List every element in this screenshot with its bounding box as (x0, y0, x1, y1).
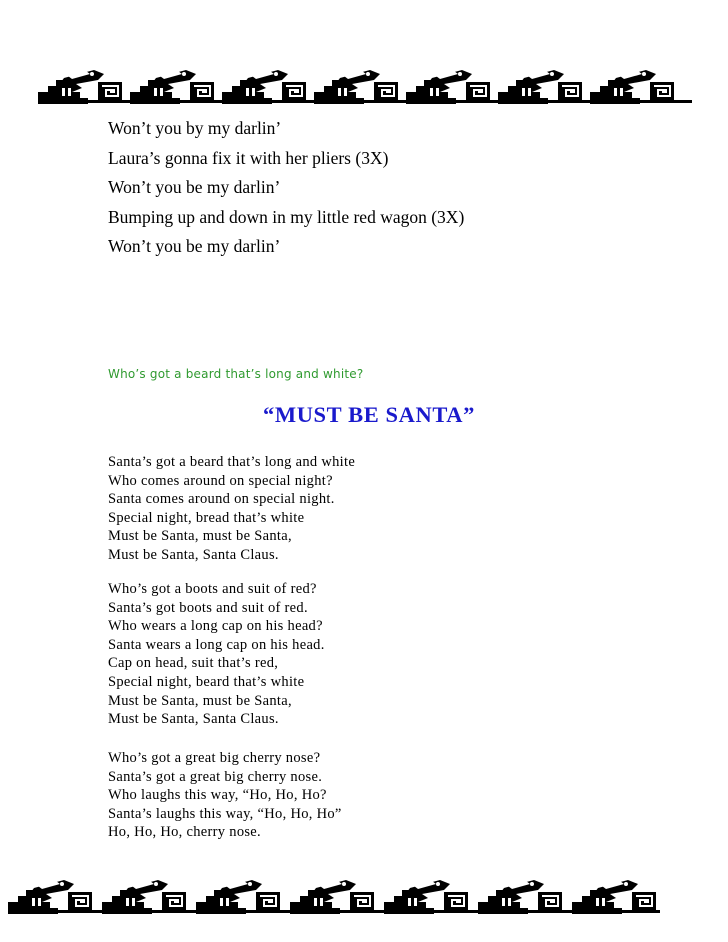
lyric-line: Cap on head, suit that’s red, (108, 655, 279, 672)
lyric-line: Who comes around on special night? (108, 472, 333, 489)
lyric-line: Must be Santa, must be Santa, (108, 692, 292, 709)
lyric-line: Who laughs this way, “Ho, Ho, Ho? (108, 787, 327, 804)
lyric-line: Who’s got a great big cherry nose? (108, 750, 321, 766)
stanza-3 (108, 749, 668, 842)
lyric-line: Must be Santa, Santa Claus. (108, 546, 279, 563)
aztec-bird-pattern-icon (0, 872, 728, 916)
lyric-line: Special night, beard that’s white (108, 673, 305, 690)
verse-line: Won’t you by my darlin’ (108, 118, 282, 138)
top-verse (108, 114, 668, 262)
aztec-bird-pattern-icon (0, 60, 728, 106)
stanza-1 (108, 453, 668, 565)
lyric-line: Must be Santa, must be Santa, (108, 528, 292, 545)
verse-line: Laura’s gonna fix it with her pliers (3X) (108, 147, 389, 168)
decorative-border-top (0, 60, 728, 106)
lyric-line: Ho, Ho, Ho, cherry nose. (108, 824, 261, 841)
lyric-line: Special night, bread that’s white (108, 509, 305, 526)
song-title: “MUST BE SANTA” (263, 402, 475, 427)
verse-line: Won’t you be my darlin’ (108, 236, 281, 256)
lyric-line: Who’s got a boots and suit of red? (108, 581, 317, 597)
decorative-border-bottom (0, 872, 728, 916)
lyric-line: Who wears a long cap on his head? (108, 618, 323, 635)
stanza-2 (108, 580, 668, 729)
lyric-line: Santa’s got boots and suit of red. (108, 599, 308, 616)
lyric-line: Santa comes around on special night. (108, 491, 335, 508)
lyric-line: Santa wears a long cap on his head. (108, 636, 325, 653)
verse-line: Bumping up and down in my little red wagon (3X) (108, 206, 465, 227)
lyric-line: Santa’s got a great big cherry nose. (108, 768, 323, 785)
lyric-line: Santa’s got a beard that’s long and white (108, 454, 356, 470)
verse-line: Won’t you be my darlin’ (108, 177, 281, 197)
lyric-line: Must be Santa, Santa Claus. (108, 711, 279, 728)
song-subtitle: Who’s got a beard that’s long and white? (108, 367, 364, 381)
lyric-line: Santa’s laughs this way, “Ho, Ho, Ho” (108, 805, 342, 822)
